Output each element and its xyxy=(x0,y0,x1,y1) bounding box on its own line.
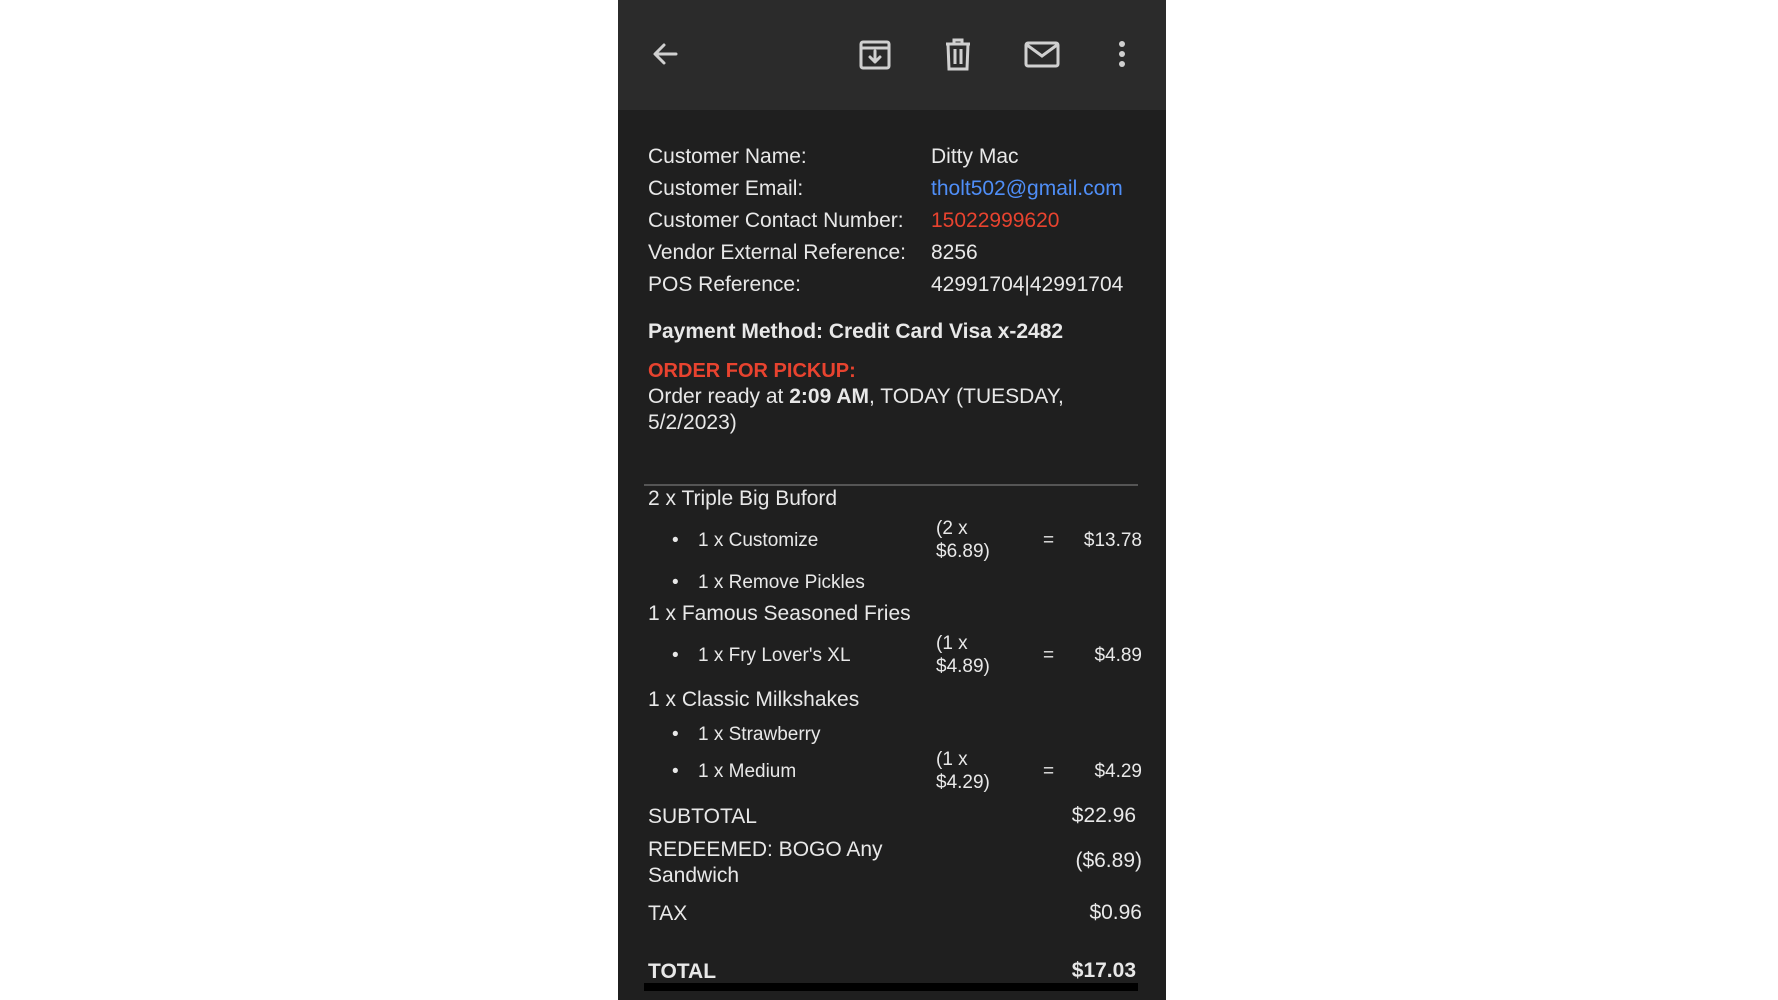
arrow-left-icon[interactable] xyxy=(646,34,686,74)
bullet: • xyxy=(672,724,679,745)
bullet: • xyxy=(672,761,679,782)
sub-item-equals: = xyxy=(1043,645,1055,666)
bullet: • xyxy=(672,572,679,593)
more-vertical-icon[interactable] xyxy=(1102,34,1142,74)
trash-icon[interactable] xyxy=(938,34,978,74)
customer-name-value: Ditty Mac xyxy=(931,145,1019,168)
pos-reference-value: 42991704|42991704 xyxy=(931,273,1124,296)
vendor-reference-row xyxy=(648,241,1142,273)
pickup-suffix: , TODAY (TUESDAY, 5/2/2023) xyxy=(648,385,1064,434)
customer-name-row xyxy=(648,145,1142,177)
subtotal-amount: $22.96 xyxy=(1071,804,1136,827)
pickup-time-text xyxy=(648,384,1078,436)
order-item-title: 1 x Classic Milkshakes xyxy=(648,688,860,711)
customer-name-label: Customer Name: xyxy=(648,145,807,168)
pickup-prefix: Order ready at xyxy=(648,385,790,408)
customer-contact-label: Customer Contact Number: xyxy=(648,209,904,232)
archive-icon[interactable] xyxy=(855,34,895,74)
divider xyxy=(644,484,1138,486)
email-view xyxy=(618,0,1166,1000)
tax-label: TAX xyxy=(648,902,688,925)
sub-item-equals: = xyxy=(1043,530,1055,551)
order-item-title: 2 x Triple Big Buford xyxy=(648,487,838,510)
customer-contact-row xyxy=(648,209,1142,241)
customer-email-row xyxy=(648,177,1142,209)
vendor-reference-label: Vendor External Reference: xyxy=(648,241,906,264)
customer-email-label: Customer Email: xyxy=(648,177,804,200)
top-toolbar xyxy=(618,0,1166,110)
sub-item-name: 1 x Customize xyxy=(698,530,819,551)
sub-item-name: 1 x Strawberry xyxy=(698,724,821,745)
customer-email-link[interactable]: tholt502@gmail.com xyxy=(931,177,1123,200)
mail-icon[interactable] xyxy=(1022,34,1062,74)
pos-reference-row xyxy=(648,273,1142,305)
sub-item-name: 1 x Medium xyxy=(698,761,797,782)
bullet: • xyxy=(672,530,679,551)
pickup-time: 2:09 AM xyxy=(789,385,869,408)
pickup-title: ORDER FOR PICKUP: xyxy=(648,360,856,382)
tax-amount: $0.96 xyxy=(1089,901,1142,924)
sub-item-amount: $13.78 xyxy=(1083,530,1142,551)
total-amount: $17.03 xyxy=(1071,959,1136,982)
customer-contact-link[interactable]: 15022999620 xyxy=(931,209,1060,232)
sub-item-calc: (1 x $4.89) xyxy=(936,633,990,677)
redeemed-label: REDEEMED: BOGO Any Sandwich xyxy=(648,838,883,887)
sub-item-equals: = xyxy=(1043,761,1055,782)
vendor-reference-value: 8256 xyxy=(931,241,978,264)
sub-item-name: 1 x Remove Pickles xyxy=(698,572,865,593)
order-item-title: 1 x Famous Seasoned Fries xyxy=(648,602,911,625)
redeemed-amount: ($6.89) xyxy=(1075,849,1142,872)
sub-item-calc: (1 x $4.29) xyxy=(936,749,990,793)
sub-item-name: 1 x Fry Lover's XL xyxy=(698,645,851,666)
sub-item-calc: (2 x $6.89) xyxy=(936,518,990,562)
total-underline xyxy=(644,983,1138,991)
bullet: • xyxy=(672,645,679,666)
total-label: TOTAL xyxy=(648,960,717,983)
subtotal-label: SUBTOTAL xyxy=(648,805,757,828)
payment-method: Payment Method: Credit Card Visa x-2482 xyxy=(648,320,1064,343)
pos-reference-label: POS Reference: xyxy=(648,273,801,296)
sub-item-amount: $4.29 xyxy=(1094,761,1142,782)
sub-item-amount: $4.89 xyxy=(1094,645,1142,666)
